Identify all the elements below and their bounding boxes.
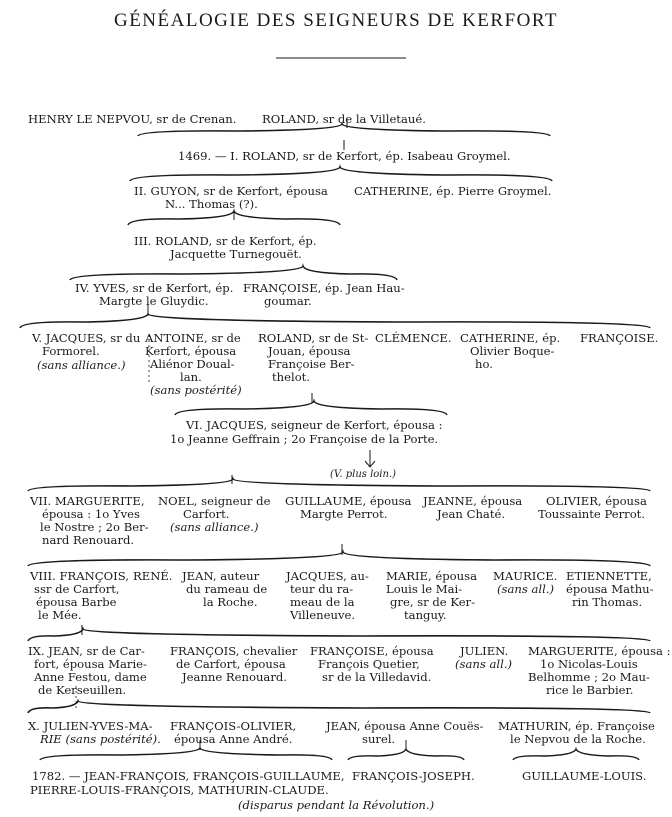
francois-olivier-line-2: épousa Anne André.: [174, 732, 293, 746]
mathurin-line-1: MATHURIN, ép. Françoise: [498, 719, 655, 733]
francoise-haugoumar-line-1: FRANÇOISE, ép. Jean Hau-: [243, 281, 405, 295]
etiennette-line-1: ETIENNETTE,: [566, 569, 652, 583]
jacques-villeneuve-line-1: JACQUES, au-: [286, 569, 369, 583]
catherine-boqueho-line-2: Olivier Boque-: [470, 344, 555, 358]
roland-stjouan-line-3: Françoise Ber-: [268, 357, 355, 371]
brace-gen9: [28, 701, 650, 713]
yves-line-1: IV. YVES, sr de Kerfort, ép.: [75, 281, 234, 295]
francoise-quetier-line-3: sr de la Villedavid.: [322, 670, 432, 684]
jacques-villeneuve-line-4: Villeneuve.: [290, 608, 356, 622]
francoise-quetier-line-1: FRANÇOISE, épousa: [310, 644, 434, 658]
brace-gen10-b: [348, 749, 464, 760]
francois-viii-line-1: VIII. FRANÇOIS,: [30, 569, 129, 583]
brace-gen10-a: [40, 748, 332, 760]
francois-viii-line-3: épousa Barbe: [36, 595, 117, 609]
jacques-v-line-1: V. JACQUES, sr du: [32, 331, 141, 345]
francois-viii-line-4: le Mée.: [38, 608, 82, 622]
jean-ix-line-2: fort, épousa Marie-: [34, 657, 147, 671]
roland-iii-line-2: Jacquette Turnegouët.: [170, 247, 302, 261]
marie-line-1: MARIE, épousa: [386, 569, 477, 583]
marguerite-vii-line-3: le Nostre ; 2o Ber-: [40, 520, 149, 534]
marguerite-vii-line-1: VII. MARGUERITE,: [30, 494, 145, 508]
marguerite-vii-line-4: nard Renouard.: [42, 533, 135, 547]
brace-gen10-c: [513, 749, 639, 760]
francois-chevalier-line-1: FRANÇOIS, chevalier: [170, 644, 298, 658]
antoine-line-4: lan.: [180, 370, 202, 384]
antoine-line-3: Aliénor Doual-: [150, 357, 235, 371]
noel-line-1: NOEL, seigneur de: [158, 494, 271, 508]
henry-le-nepvou: HENRY LE NEPVOU, sr de Crenan.: [28, 112, 237, 126]
guillaume-line-1: GUILLAUME, épousa: [285, 494, 412, 508]
brace-gen5: [175, 401, 447, 415]
catherine-groymel: CATHERINE, ép. Pierre Groymel.: [354, 184, 552, 198]
guillaume-louis: GUILLAUME-LOUIS.: [522, 769, 647, 783]
rene: RENÉ.: [133, 569, 173, 583]
jacques-villeneuve-line-3: meau de la: [290, 595, 355, 609]
yves-line-2: Margte le Gluydic.: [99, 294, 209, 308]
noel-line-2: Carfort.: [183, 507, 230, 521]
maurice-line-1: MAURICE.: [493, 569, 558, 583]
catherine-boqueho-line-3: ho.: [475, 357, 493, 371]
children-1782-line-2: PIERRE-LOUIS-FRANÇOIS, MATHURIN-CLAUDE.: [30, 783, 329, 797]
francois-viii-line-2: ssr de Carfort,: [34, 582, 120, 596]
page-title: GÉNÉALOGIE DES SEIGNEURS DE KERFORT: [113, 10, 558, 31]
francois-chevalier-line-2: de Carfort, épousa: [176, 657, 286, 671]
marguerite-ix-line-3: Belhomme ; 2o Mau-: [528, 670, 650, 684]
brace-gen7: [28, 552, 650, 566]
francois-joseph: FRANÇOIS-JOSEPH.: [352, 769, 475, 783]
jacques-vi-line-1: VI. JACQUES, seigneur de Kerfort, épousa :: [186, 418, 443, 432]
jacques-vi-line-2: 1o Jeanne Geffrain ; 2o Françoise de la Porte.: [170, 432, 439, 446]
catherine-boqueho-line-1: CATHERINE, ép.: [460, 331, 561, 345]
disparus-note: (disparus pendant la Révolution.): [238, 798, 435, 812]
francoise-quetier-line-2: François Quetier,: [318, 657, 420, 671]
marguerite-ix-line-2: 1o Nicolas-Louis: [540, 657, 638, 671]
marguerite-vii-line-2: épousa : 1o Yves: [42, 507, 140, 521]
julien-line-2: (sans all.): [455, 657, 513, 671]
guyon-line-1: II. GUYON, sr de Kerfort, épousa: [134, 184, 328, 198]
marie-line-3: gre, sr de Ker-: [390, 595, 476, 609]
maurice-line-2: (sans all.): [497, 582, 555, 596]
brace-gen4: [20, 314, 650, 328]
jean-ix-line-3: Anne Festou, dame: [34, 670, 147, 684]
jean-coues-line-1: JEAN, épousa Anne Couës-: [326, 719, 484, 733]
antoine-line-1: ANTOINE, sr de: [145, 331, 241, 345]
olivier-line-2: Toussainte Perrot.: [538, 507, 646, 521]
mathurin-line-2: le Nepvou de la Roche.: [510, 732, 646, 746]
marie-line-2: Louis le Mai-: [386, 582, 463, 596]
etiennette-line-2: épousa Mathu-: [566, 582, 654, 596]
guyon-line-2: N... Thomas (?).: [165, 197, 258, 211]
roland-iii-line-1: III. ROLAND, sr de Kerfort, ép.: [134, 234, 317, 248]
brace-gen1: [130, 167, 552, 181]
brace-gen8: [28, 629, 650, 641]
marguerite-ix-line-4: rice le Barbier.: [546, 683, 634, 697]
jacques-v-line-3: (sans alliance.): [37, 358, 126, 372]
guillaume-line-2: Margte Perrot.: [300, 507, 388, 521]
roland-kerfort-1469: 1469. — I. ROLAND, sr de Kerfort, ép. Isabeau Groymel.: [178, 149, 511, 163]
jeanne-line-2: Jean Chaté.: [437, 507, 506, 521]
jean-la-roche-line-2: du rameau de: [186, 582, 268, 596]
jean-la-roche-line-3: la Roche.: [203, 595, 258, 609]
antoine-line-2: Kerfort, épousa: [145, 344, 237, 358]
julien-yves-line-1: X. JULIEN-YVES-MA-: [28, 719, 153, 733]
jean-la-roche-line-1: JEAN, auteur: [182, 569, 260, 583]
children-1782-line-1: 1782. — JEAN-FRANÇOIS, FRANÇOIS-GUILLAUME,: [32, 769, 345, 783]
julien-yves-line-2: RIE (sans postérité).: [40, 732, 161, 746]
francoise-v: FRANÇOISE.: [580, 331, 659, 345]
jean-ix-line-1: IX. JEAN, sr de Car-: [28, 644, 145, 658]
francois-olivier-line-1: FRANÇOIS-OLIVIER,: [170, 719, 297, 733]
jeanne-line-1: JEANNE, épousa: [423, 494, 523, 508]
clemence: CLÉMENCE.: [375, 331, 452, 345]
marie-line-4: tanguy.: [404, 608, 447, 622]
etiennette-line-3: rin Thomas.: [572, 595, 643, 609]
julien-line-1: JULIEN.: [460, 644, 509, 658]
roland-stjouan-line-1: ROLAND, sr de St-: [258, 331, 369, 345]
antoine-line-5: (sans postérité): [150, 383, 242, 397]
brace-gen3: [70, 266, 397, 280]
marguerite-ix-line-1: MARGUERITE, épousa :: [528, 644, 671, 658]
plus-loin-note: (V. plus loin.): [330, 469, 397, 480]
roland-stjouan-line-4: thelot.: [272, 370, 311, 384]
francois-chevalier-line-3: Jeanne Renouard.: [182, 670, 287, 684]
francoise-haugoumar-line-2: goumar.: [264, 294, 312, 308]
noel-line-3: (sans alliance.): [170, 520, 259, 534]
jean-ix-line-4: de Kerseuillen.: [38, 683, 127, 697]
roland-stjouan-line-2: Jouan, épousa: [268, 344, 351, 358]
jacques-v-line-2: Formorel.: [42, 344, 100, 358]
roland-villetaue: ROLAND, sr de la Villetaué.: [262, 112, 426, 126]
jean-coues-line-2: surel.: [362, 732, 396, 746]
olivier-line-1: OLIVIER, épousa: [546, 494, 647, 508]
jacques-villeneuve-line-2: teur du ra-: [290, 582, 354, 596]
